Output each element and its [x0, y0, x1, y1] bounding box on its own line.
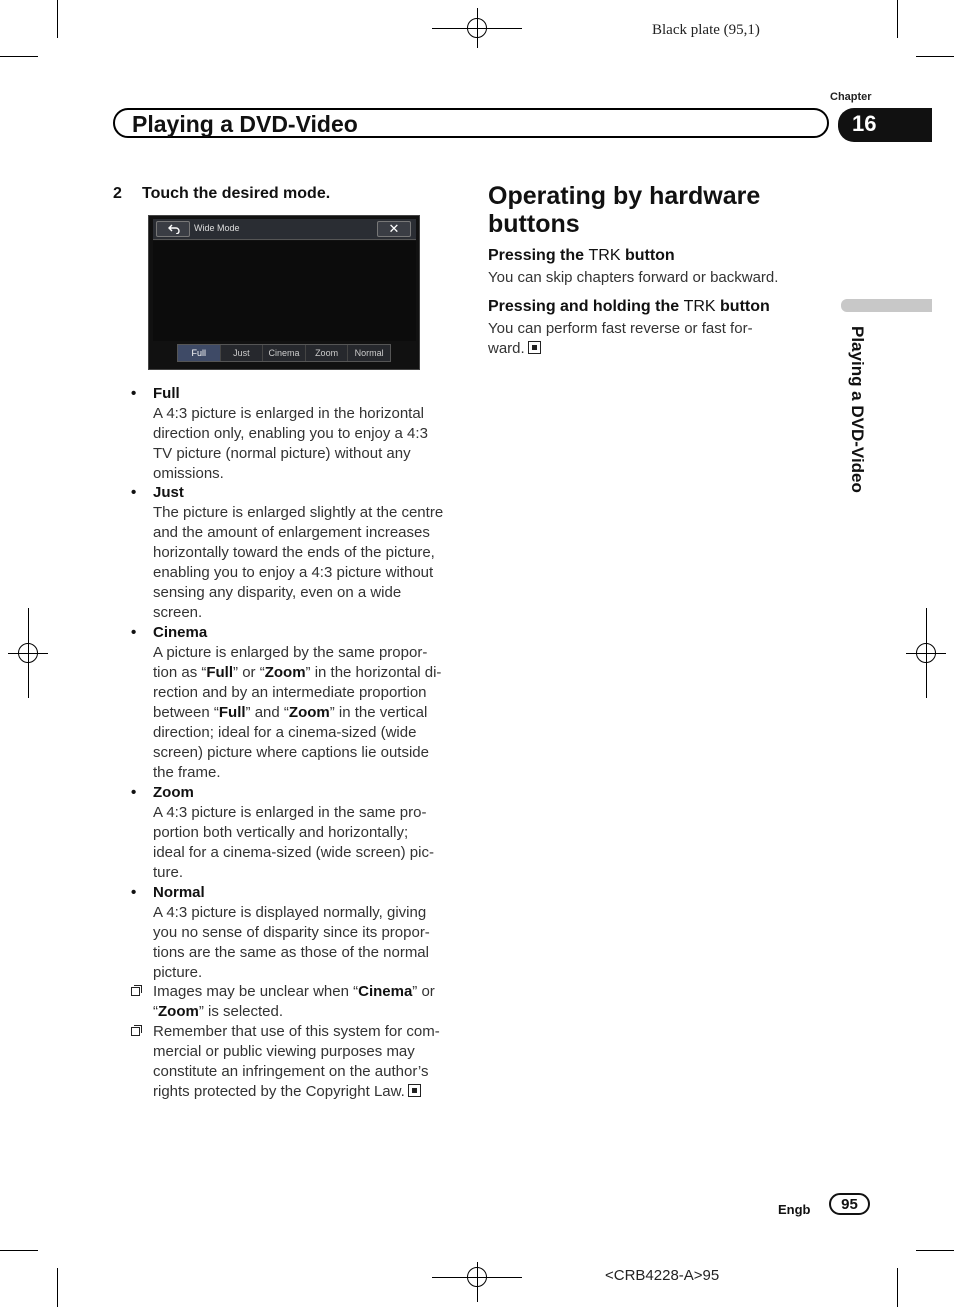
chapter-title-bar — [113, 108, 829, 138]
heading-text: button — [624, 247, 675, 264]
document-code: <CRB4228-A>95 — [605, 1267, 720, 1284]
text-line — [488, 339, 818, 359]
section-heading — [488, 182, 760, 238]
side-tab-bar — [841, 299, 932, 312]
crop-mark — [916, 1250, 954, 1251]
heading-line: Operating by hardware — [488, 182, 761, 210]
emphasized-term: Full — [218, 704, 246, 721]
subsection-text — [488, 319, 818, 359]
chapter-label: Chapter — [830, 91, 872, 103]
text-line: tions are the same as those of the normal — [153, 944, 429, 961]
heading-text: Pressing the — [488, 247, 585, 264]
step-number: 2 — [113, 185, 122, 202]
screen-title-bar — [153, 219, 416, 240]
step-heading — [113, 185, 330, 203]
step-text: Touch the desired mode. — [142, 185, 331, 202]
text-fragment: rights protected by the Copyright Law. — [153, 1083, 405, 1100]
text-line: You can perform fast reverse or fast for- — [488, 320, 753, 337]
note-text — [153, 1022, 463, 1102]
bullet-description — [153, 404, 463, 484]
text-line: constitute an infringement on the author’s — [153, 1063, 429, 1080]
mode-cinema-button[interactable]: Cinema — [263, 345, 306, 361]
text-line: screen) picture where captions lie outside — [153, 744, 429, 761]
subsection-heading — [488, 298, 770, 316]
chapter-title: Playing a DVD-Video — [132, 111, 358, 137]
bullet-icon: • — [131, 784, 137, 801]
bullet-description — [153, 503, 463, 623]
emphasized-term: Zoom — [288, 704, 330, 721]
text-line: omissions. — [153, 465, 224, 482]
registration-circle — [18, 643, 38, 663]
text-line: A 4:3 picture is enlarged in the same pro- — [153, 804, 427, 821]
bullet-heading: Zoom — [153, 784, 194, 801]
crop-mark — [916, 56, 954, 57]
registration-circle — [467, 18, 487, 38]
bullet-icon: • — [131, 385, 137, 402]
emphasized-term: Full — [206, 664, 234, 681]
text-line: Images may be unclear when “Cinema” or — [153, 983, 435, 1000]
back-arrow-icon — [168, 224, 180, 234]
text-line: direction; ideal for a cinema-sized (wide — [153, 724, 417, 741]
plate-label: Black plate (95,1) — [652, 22, 760, 38]
bullet-heading: Normal — [153, 884, 205, 901]
crop-mark — [897, 1268, 898, 1307]
crop-mark — [0, 56, 38, 57]
text-line: ture. — [153, 864, 184, 881]
emphasized-term: Zoom — [264, 664, 306, 681]
text-line: You can skip chapters forward or backward. — [488, 269, 779, 286]
note-text — [153, 982, 463, 1022]
text-line: between “Full” and “Zoom” in the vertical — [153, 704, 428, 721]
text-line — [153, 1082, 463, 1102]
text-line: “Zoom” is selected. — [153, 1003, 284, 1020]
close-button[interactable] — [377, 221, 411, 237]
subsection-heading — [488, 247, 675, 265]
screen-title: Wide Mode — [194, 223, 240, 233]
trk-key-label: TRK — [683, 298, 716, 315]
emphasized-term: Zoom — [158, 1003, 199, 1020]
page-number-badge — [829, 1193, 870, 1215]
text-line: screen. — [153, 604, 203, 621]
chapter-number: 16 — [852, 111, 877, 136]
heading-text: button — [720, 298, 770, 315]
text-line: A picture is enlarged by the same propor- — [153, 644, 428, 661]
crop-mark — [897, 0, 898, 38]
text-line: portion both vertically and horizontally; — [153, 824, 409, 841]
bullet-description — [153, 803, 463, 883]
text-line: tion as “Full” or “Zoom” in the horizontal di- — [153, 664, 442, 681]
wide-mode-screenshot — [148, 215, 420, 370]
text-line: and the amount of enlargement increases — [153, 524, 430, 541]
bullet-heading: Cinema — [153, 624, 208, 641]
mode-full-button[interactable]: Full — [178, 345, 221, 361]
note-icon — [131, 1027, 140, 1036]
text-line: horizontally toward the ends of the picture, — [153, 544, 435, 561]
mode-selector — [177, 344, 391, 362]
screen-body — [153, 241, 416, 341]
mode-normal-button[interactable]: Normal — [354, 348, 384, 358]
trk-key-label: TRK — [588, 247, 621, 264]
registration-circle — [916, 643, 936, 663]
bullet-description — [153, 643, 463, 783]
mode-zoom-button[interactable]: Zoom — [306, 345, 349, 361]
text-line: sensing any disparity, even on a wide — [153, 584, 402, 601]
heading-line: buttons — [488, 210, 580, 238]
text-line: The picture is enlarged slightly at the centre — [153, 504, 444, 521]
text-line: picture. — [153, 964, 203, 981]
chapter-number-box — [838, 108, 932, 142]
text-line: Remember that use of this system for com- — [153, 1023, 440, 1040]
back-button[interactable] — [156, 221, 190, 237]
bullet-icon: • — [131, 484, 137, 501]
text-line: A 4:3 picture is displayed normally, giving — [153, 904, 427, 921]
note-icon — [131, 987, 140, 996]
text-line: rection and by an intermediate proportion — [153, 684, 427, 701]
text-line: TV picture (normal picture) without any — [153, 445, 411, 462]
side-tab-title: Playing a DVD-Video — [848, 326, 867, 493]
text-fragment: ward. — [488, 340, 525, 357]
close-icon: ✕ — [388, 221, 400, 236]
registration-circle — [467, 1267, 487, 1287]
end-of-section-icon — [408, 1084, 421, 1097]
crop-mark — [57, 1268, 58, 1307]
bullet-description — [153, 903, 463, 983]
text-line: mercial or public viewing purposes may — [153, 1043, 415, 1060]
crop-mark — [57, 0, 58, 38]
mode-just-button[interactable]: Just — [221, 345, 264, 361]
bullet-icon: • — [131, 624, 137, 641]
text-line: A 4:3 picture is enlarged in the horizontal — [153, 405, 425, 422]
page-number: 95 — [841, 1196, 858, 1213]
text-line: enabling you to enjoy a 4:3 picture without — [153, 564, 434, 581]
subsection-text — [488, 268, 818, 288]
text-line: you no sense of disparity since its propor- — [153, 924, 430, 941]
end-of-section-icon — [528, 341, 541, 354]
bullet-heading: Full — [153, 385, 180, 402]
bullet-heading: Just — [153, 484, 184, 501]
heading-text: Pressing and holding the — [488, 298, 680, 315]
emphasized-term: Cinema — [358, 983, 413, 1000]
text-line: ideal for a cinema-sized (wide screen) pic- — [153, 844, 434, 861]
text-line: the frame. — [153, 764, 221, 781]
language-code: Engb — [778, 1202, 811, 1217]
bullet-icon: • — [131, 884, 137, 901]
crop-mark — [0, 1250, 38, 1251]
text-line: direction only, enabling you to enjoy a 4:3 — [153, 425, 428, 442]
